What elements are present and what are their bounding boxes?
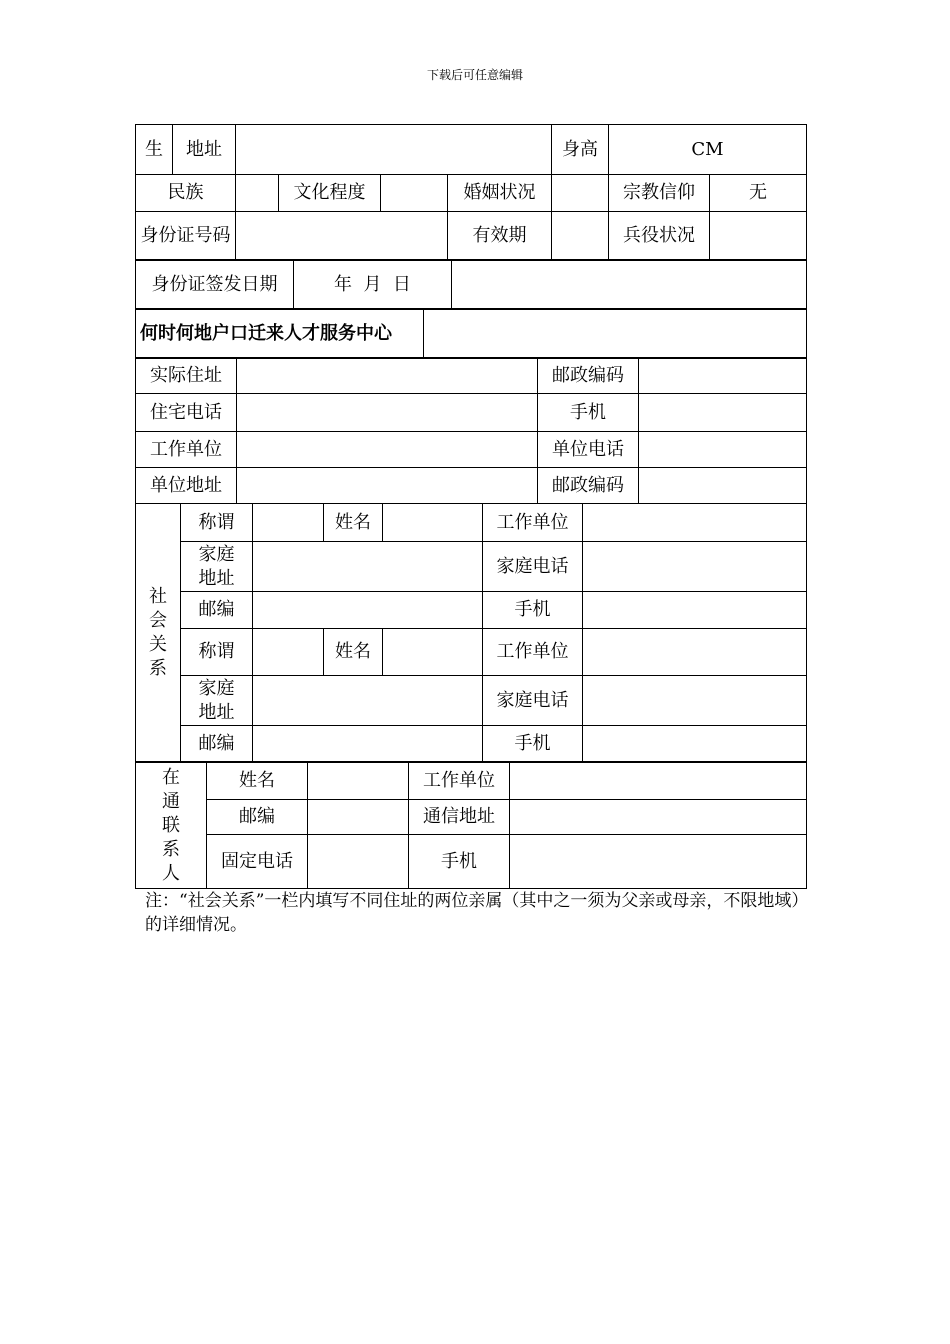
religion-label: 宗教信仰 [609,175,710,212]
id-issue-date-field[interactable]: 年 月 日 [294,260,452,310]
contact-person-side-label: 在 通 联 系 人 [136,763,207,889]
home-phone-2-field[interactable] [583,676,807,726]
religion-field[interactable]: 无 [710,175,807,212]
work-phone-label: 单位电话 [538,432,639,468]
postcode-field[interactable] [639,358,807,394]
contact-postcode-label: 邮编 [207,800,308,835]
header-note: 下载后可任意编辑 [426,68,523,82]
relation-1-field[interactable] [253,504,324,542]
home-address-2-field[interactable] [253,676,483,726]
contact-name-field[interactable] [308,763,409,800]
education-field[interactable] [381,175,448,212]
work-unit-1-label: 工作单位 [483,504,583,542]
mobile-label: 手机 [538,394,639,432]
postcode-label: 邮政编码 [538,358,639,394]
ethnicity-label: 民族 [136,175,236,212]
hukou-label: 何时何地户口迁来人才服务中心 [136,309,424,359]
mobile-1-field[interactable] [583,592,807,629]
basic-info-table [135,124,807,261]
home-phone-1-field[interactable] [583,542,807,592]
address-label: 地址 [173,125,236,175]
id-number-field[interactable] [236,212,448,261]
contact-landline-field[interactable] [308,835,409,889]
height-field[interactable] [609,125,807,175]
work-postcode-label: 邮政编码 [538,468,639,504]
hukou-table [135,308,807,359]
home-phone-1-label: 家庭电话 [483,542,583,592]
home-address-2-label: 家庭 地址 [181,676,253,726]
contact-mobile-field[interactable] [510,835,807,889]
validity-field[interactable] [552,212,609,261]
name-1-field[interactable] [383,504,483,542]
work-unit-1-field[interactable] [583,504,807,542]
work-address-field[interactable] [237,468,538,504]
relation-2-label: 称谓 [181,629,253,676]
work-phone-field[interactable] [639,432,807,468]
id-number-label: 身份证号码 [136,212,236,261]
postcode-2-label: 邮编 [181,726,253,762]
hukou-field[interactable] [424,309,807,359]
name-2-label: 姓名 [324,629,383,676]
home-address-1-field[interactable] [253,542,483,592]
contact-work-unit-label: 工作单位 [409,763,510,800]
contact-person-table [135,762,807,889]
work-unit-label: 工作单位 [136,432,237,468]
contact-postcode-field[interactable] [308,800,409,835]
relation-2-field[interactable] [253,629,324,676]
id-issue-extra [452,260,807,310]
postcode-1-field[interactable] [253,592,483,629]
mobile-field[interactable] [639,394,807,432]
work-unit-2-label: 工作单位 [483,629,583,676]
actual-address-field[interactable] [237,358,538,394]
marital-field[interactable] [552,175,609,212]
work-postcode-field[interactable] [639,468,807,504]
postcode-1-label: 邮编 [181,592,253,629]
actual-address-label: 实际住址 [136,358,237,394]
home-phone-label: 住宅电话 [136,394,237,432]
relation-1-label: 称谓 [181,504,253,542]
mobile-2-label: 手机 [483,726,583,762]
mobile-1-label: 手机 [483,592,583,629]
validity-label: 有效期 [448,212,552,261]
contact-work-unit-field[interactable] [510,763,807,800]
contact-info-table [135,357,807,504]
address-field[interactable] [236,125,552,175]
ethnicity-field[interactable] [236,175,279,212]
home-address-1-label: 家庭 地址 [181,542,253,592]
height-unit: CM [691,138,724,160]
height-label: 身高 [552,125,609,175]
name-1-label: 姓名 [324,504,383,542]
work-unit-field[interactable] [237,432,538,468]
contact-name-label: 姓名 [207,763,308,800]
home-phone-field[interactable] [237,394,538,432]
id-issue-table [135,259,807,310]
military-field[interactable] [710,212,807,261]
footnote: 注：“社会关系”一栏内填写不同住址的两位亲属（其中之一须为父亲或母亲，不限地域）的详细情况。 [145,891,809,935]
contact-mail-address-field[interactable] [510,800,807,835]
work-unit-2-field[interactable] [583,629,807,676]
contact-mobile-label: 手机 [409,835,510,889]
home-phone-2-label: 家庭电话 [483,676,583,726]
marital-label: 婚姻状况 [448,175,552,212]
postcode-2-field[interactable] [253,726,483,762]
social-relations-table [135,503,807,762]
mobile-2-field[interactable] [583,726,807,762]
education-label: 文化程度 [279,175,381,212]
contact-landline-label: 固定电话 [207,835,308,889]
military-label: 兵役状况 [609,212,710,261]
name-2-field[interactable] [383,629,483,676]
work-address-label: 单位地址 [136,468,237,504]
id-issue-date-label: 身份证签发日期 [136,260,294,310]
social-relations-side-label: 社 会 关 系 [136,504,181,762]
contact-mail-address-label: 通信地址 [409,800,510,835]
birth-label: 生 [136,125,173,175]
